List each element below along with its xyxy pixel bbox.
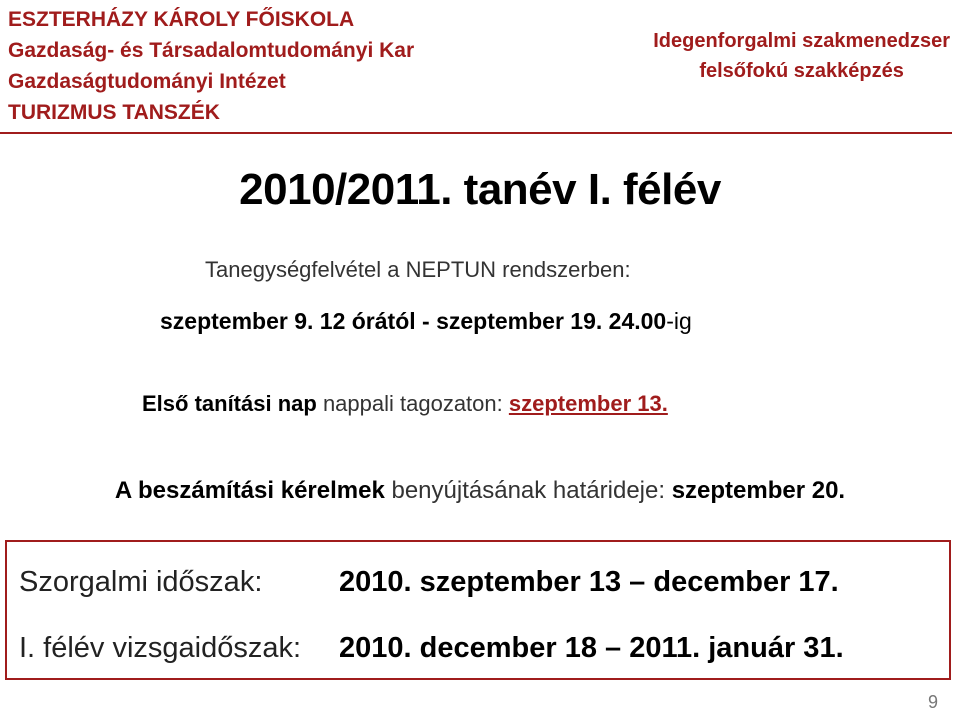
deadline-bold: A beszámítási kérelmek (114, 477, 385, 504)
first-day-plain: nappali tagozaton: (316, 391, 509, 416)
institution-name: ESZTERHÁZY KÁROLY FŐISKOLA (8, 8, 355, 31)
department-name: TURIZMUS TANSZÉK (8, 101, 220, 124)
schedule-term-value: 2010. szeptember 13 – december 17. (339, 566, 839, 598)
registration-dates (160, 305, 692, 337)
header-divider (0, 132, 952, 134)
page-title: 2010/2011. tanév I. félév (239, 165, 721, 214)
program-header (653, 26, 950, 86)
first-day-bold: Első tanítási nap (142, 391, 317, 416)
schedule-exams-value: 2010. december 18 – 2011. január 31. (339, 632, 844, 664)
program-type: felsőfokú szakképzés (699, 60, 904, 82)
first-day-date-link[interactable]: szeptember 13. (508, 391, 668, 416)
schedule-term-label: Szorgalmi időszak: (19, 566, 263, 598)
credit-request-deadline (0, 474, 960, 508)
registration-dates-suffix: -ig (666, 308, 692, 334)
page-number: 9 (927, 692, 938, 712)
first-teaching-day (142, 388, 668, 420)
institute-name: Gazdaságtudományi Intézet (8, 70, 286, 93)
registration-dates-bold: szeptember 9. 12 órától - szeptember 19. 24.00 (160, 308, 667, 334)
deadline-date: szeptember 20. (671, 477, 846, 504)
deadline-plain: benyújtásának határideje: (384, 477, 672, 504)
program-name: Idegenforgalmi szakmenedzser (653, 30, 950, 52)
schedule-row-term (19, 562, 839, 602)
schedule-box (5, 540, 951, 680)
registration-label: Tanegységfelvétel a NEPTUN rendszerben: (205, 257, 631, 282)
schedule-row-exams (19, 628, 844, 668)
institution-header (8, 4, 414, 128)
schedule-exams-label: I. félév vizsgaidőszak: (19, 632, 302, 664)
faculty-name: Gazdaság- és Társadalomtudományi Kar (8, 39, 415, 62)
